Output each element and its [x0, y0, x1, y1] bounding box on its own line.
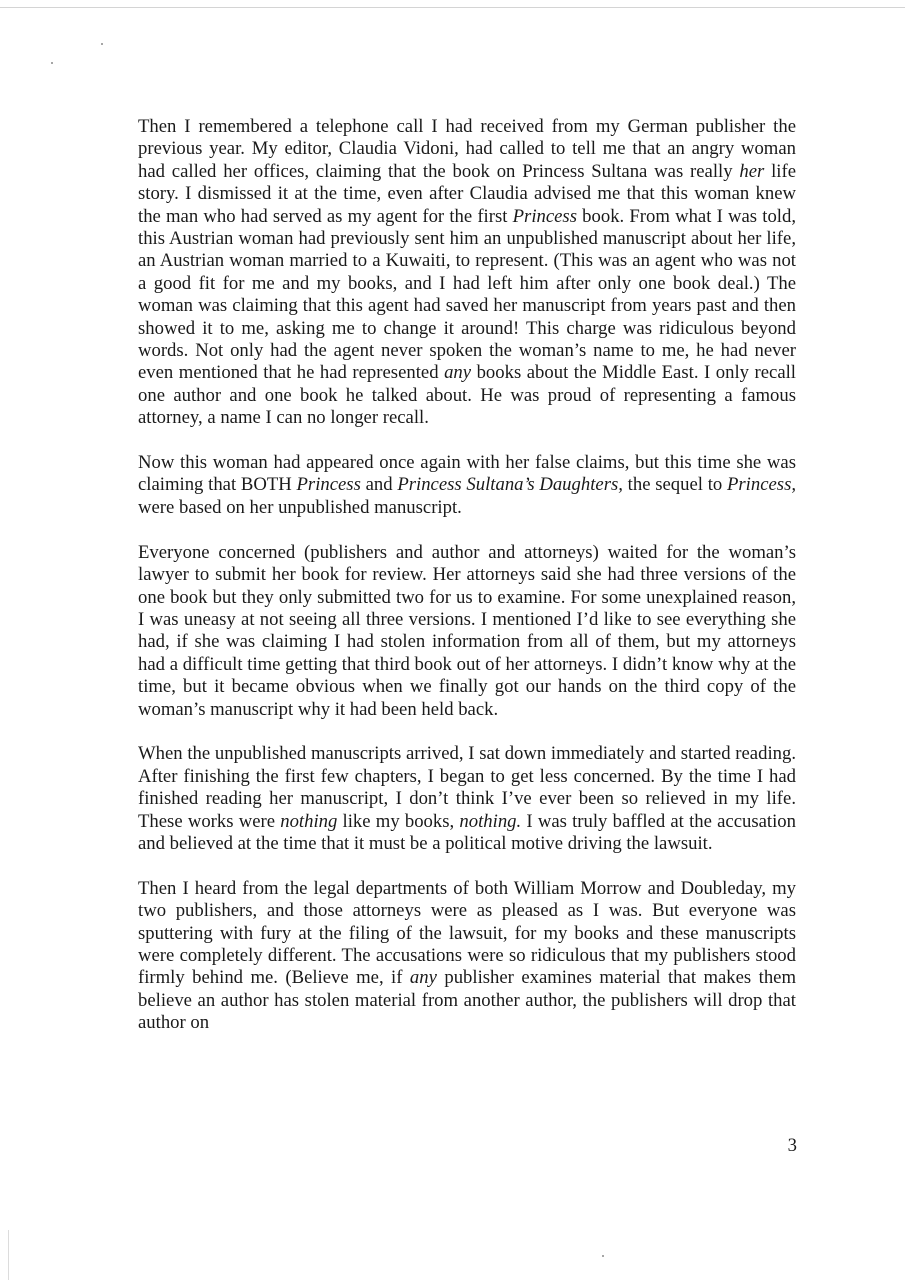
italic-text-run: nothing.	[459, 810, 522, 832]
scan-speck	[101, 43, 103, 45]
text-run: like my books,	[337, 810, 460, 832]
paragraph	[138, 878, 796, 1035]
scan-speck	[602, 1255, 604, 1257]
text-run: and	[360, 474, 398, 496]
page-number: 3	[787, 1135, 797, 1156]
paragraph	[138, 116, 796, 430]
paragraph	[138, 542, 796, 721]
italic-text-run: any	[409, 967, 437, 989]
text-run: Everyone concerned (publishers and author and attorneys) waited for the woman’s lawyer to submit her book for review. Her attorneys said she had three versions of the one book but they only submitted two for us to examine. For some unexplained reason, I was uneasy at not seeing all three versions. I mentioned I’d like to see everything she had, if she was claiming I had stolen information from all of them, but my attorneys had a difficult time getting that third book out of her attorneys. I didn’t know why at the time, but it became obvious when we finally got our hands on the third copy of the woman’s manuscript why it had been held back.	[138, 541, 796, 720]
text-run: books about the Middle East. I only recall one author and one book he talked about. He was proud of representing a famous attorney, a name I can no longer recall.	[138, 362, 796, 429]
italic-text-run: Princess,	[726, 474, 797, 496]
text-run: I was truly baffled at the accusation and believed at the time that it must be a political motive driving the lawsuit.	[138, 810, 796, 854]
text-run: were based on her unpublished manuscript.	[138, 496, 462, 518]
italic-text-run: Princess Sultana’s Daughters,	[397, 474, 623, 496]
scan-speck	[51, 62, 53, 64]
text-run: the sequel to	[622, 474, 727, 496]
paragraph	[138, 743, 796, 855]
italic-text-run: any	[444, 362, 472, 384]
text-run: publisher examines material that makes them believe an author has stolen material from another author, the publishers will drop that author on	[138, 967, 796, 1034]
text-run: When the unpublished manuscripts arrived, I sat down immediately and started reading. After finishing the first few chapters, I began to get less concerned. By the time I had finished reading her manuscript, I don’t think I’ve ever been so relieved in my life. These works were	[138, 743, 796, 832]
text-run: Now this woman had appeared once again with her false claims, but this time she was claiming that BOTH	[138, 452, 796, 496]
italic-text-run: Princess	[296, 474, 361, 496]
paragraph	[138, 452, 796, 519]
text-run: life story. I dismissed it at the time, even after Claudia advised me that this woman knew the man who had served as my agent for the first	[138, 160, 797, 227]
scan-left-edge-line	[8, 1230, 9, 1280]
italic-text-run: her	[739, 160, 765, 182]
page-body	[138, 116, 796, 1057]
text-run: book. From what I was told, this Austrian woman had previously sent him an unpublished manuscript about her life, an Austrian woman married to a Kuwaiti, to represent. (This was an agent who was not a good fit for me and my books, and I had left him after only one book deal.) The woman was claiming that this agent had saved her manuscript from years past and then showed it to me, asking me to change it around! This charge was ridiculous beyond words. Not only had the agent never spoken the woman’s name to me, he had never even mentioned that he had represented	[138, 205, 796, 384]
italic-text-run: Princess	[512, 205, 577, 227]
text-run: Then I remembered a telephone call I had received from my German publisher the previous year. My editor, Claudia Vidoni, had called to tell me that an angry woman had called her offices, claiming that the book on Princess Sultana was really	[138, 116, 796, 182]
italic-text-run: nothing	[280, 810, 338, 832]
scan-top-edge-line	[0, 7, 905, 8]
text-run: Then I heard from the legal departments of both William Morrow and Doubleday, my two publishers, and those attorneys were as pleased as I was. But everyone was sputtering with fury at the filing of the lawsuit, for my books and these manuscripts were completely different. The accusations were so ridiculous that my publishers stood firmly behind me. (Believe me, if	[138, 877, 796, 989]
